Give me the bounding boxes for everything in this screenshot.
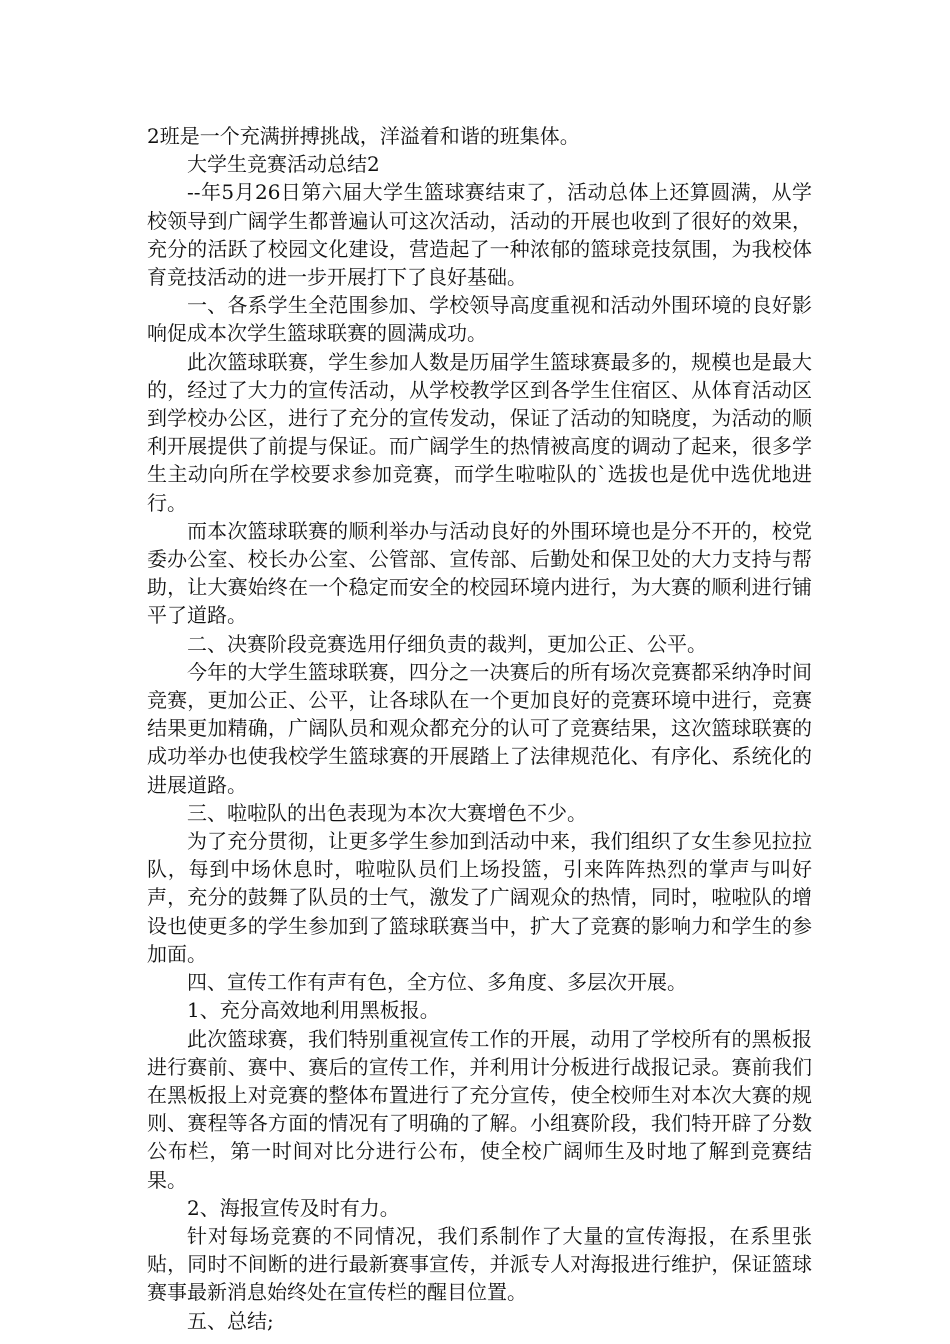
- paragraph: 五、总结;: [187, 1308, 274, 1333]
- section-heading: 大学生竞赛活动总结2: [187, 152, 380, 177]
- paragraph: 而本次篮球联赛的顺利举办与活动良好的外围环境也是分不开的，校党委办公室、校长办公室、公管部、宣传部、后勤处和保卫处的大力支持与帮助，让大赛始终在一个稳定而安全的校园环境内进行，为大赛的顺利进行铺平了道路。: [147, 518, 812, 628]
- paragraph: 三、啦啦队的出色表现为本次大赛增色不少。: [187, 800, 587, 825]
- paragraph: 此次篮球联赛，学生参加人数是历届学生篮球赛最多的，规模也是最大的，经过了大力的宣传活动，从学校教学区到各学生住宿区、从体育活动区到学校办公区，进行了充分的宣传发动，保证了活动的知晓度，为活动的顺利开展提供了前提与保证。而广阔学生的热情被高度的调动了起来，很多学生主动向所在学校要求参加竞赛，而学生啦啦队的`选拔也是优中选优地进行。: [147, 349, 812, 515]
- paragraph: --年5月26日第六届大学生篮球赛结束了，活动总体上还算圆满，从学校领导到广阔学生都普遍认可这次活动，活动的开展也收到了很好的效果，充分的活跃了校园文化建设，营造起了一种浓郁的篮球竞技氛围，为我校体育竞技活动的进一步开展打下了良好基础。: [147, 180, 812, 290]
- paragraph: 针对每场竞赛的不同情况，我们系制作了大量的宣传海报，在系里张贴，同时不间断的进行最新赛事宣传，并派专人对海报进行维护，保证篮球赛事最新消息始终处在宣传栏的醒目位置。: [147, 1223, 812, 1305]
- document-body: [147, 122, 812, 1335]
- paragraph: 今年的大学生篮球联赛，四分之一决赛后的所有场次竞赛都采纳净时间竞赛，更加公正、公平，让各球队在一个更加良好的竞赛环境中进行，竞赛结果更加精确，广阔队员和观众都充分的认可了竞赛结果，这次篮球联赛的成功举办也使我校学生篮球赛的开展踏上了法律规范化、有序化、系统化的进展道路。: [147, 659, 812, 797]
- paragraph: 2、海报宣传及时有力。: [187, 1195, 400, 1220]
- paragraph: 二、决赛阶段竞赛选用仔细负责的裁判，更加公正、公平。: [187, 631, 707, 656]
- paragraph: 一、各系学生全范围参加、学校领导高度重视和活动外围环境的良好影响促成本次学生篮球联赛的圆满成功。: [147, 293, 812, 346]
- paragraph: 为了充分贯彻，让更多学生参加到活动中来，我们组织了女生参见拉拉队，每到中场休息时，啦啦队员们上场投篮，引来阵阵热烈的掌声与叫好声，充分的鼓舞了队员的士气，激发了广阔观众的热情，同时，啦啦队的增设也使更多的学生参加到了篮球联赛当中，扩大了竞赛的影响力和学生的参加面。: [147, 829, 812, 966]
- paragraph: 此次篮球赛，我们特别重视宣传工作的开展，动用了学校所有的黑板报进行赛前、赛中、赛后的宣传工作，并利用计分板进行战报记录。赛前我们在黑板报上对竞赛的整体布置进行了充分宣传，使全校师生对本次大赛的规则、赛程等各方面的情况有了明确的了解。小组赛阶段，我们特开辟了分数公布栏，第一时间对比分进行公布，使全校广阔师生及时地了解到竞赛结果。: [147, 1026, 812, 1192]
- paragraph: 四、宣传工作有声有色，全方位、多角度、多层次开展。: [187, 970, 687, 995]
- paragraph: 2班是一个充满拼搏挑战，洋溢着和谐的班集体。: [147, 124, 580, 148]
- paragraph: 1、充分高效地利用黑板报。: [187, 998, 440, 1023]
